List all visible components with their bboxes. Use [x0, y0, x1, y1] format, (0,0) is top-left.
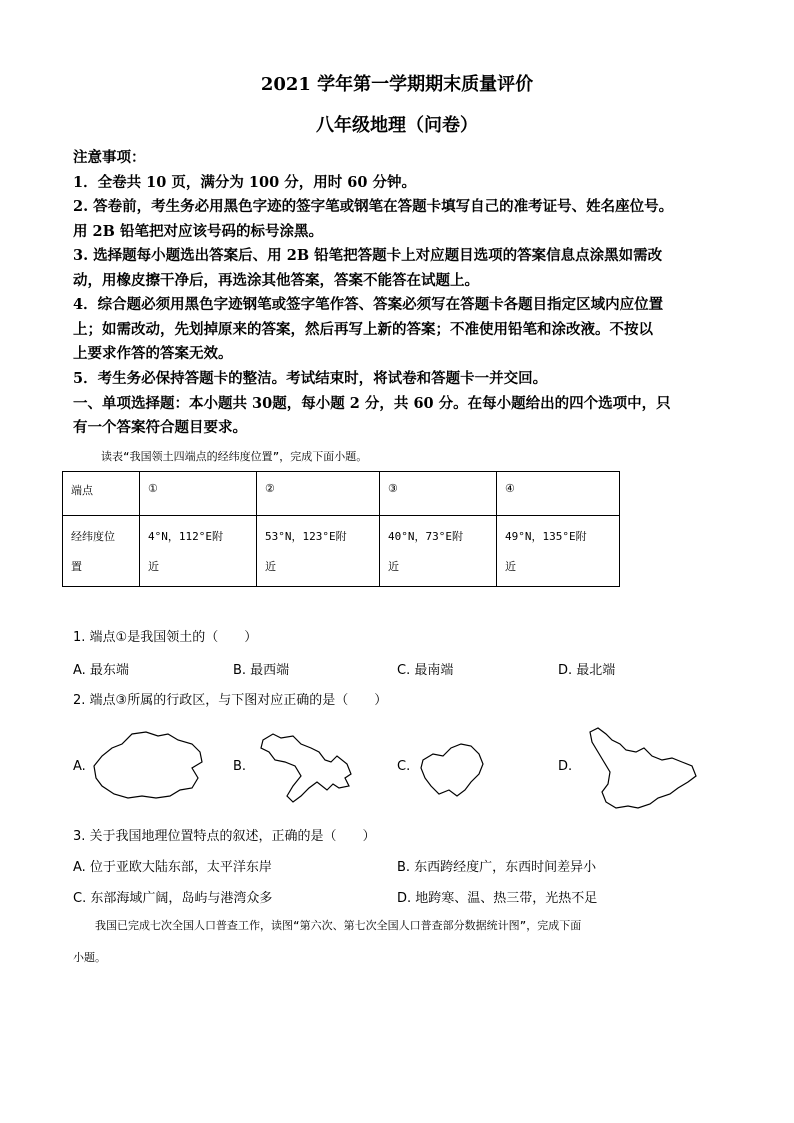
- table-cell: [257, 516, 380, 587]
- endpoints-table: [62, 471, 620, 587]
- cell-line: 置: [71, 560, 82, 573]
- cell-line: 近: [148, 560, 159, 573]
- table-cell: [140, 516, 257, 587]
- table-cell: [380, 516, 497, 587]
- cell-line: 近: [388, 560, 399, 573]
- notice-item: 2. 答卷前，考生务必用黑色字迹的签字笔或钢笔在答题卡填写自己的准考证号、姓名座位号。: [73, 198, 674, 215]
- table-row: [63, 472, 620, 516]
- notice-item: 1．全卷共 10 页，满分为 100 分，用时 60 分钟。: [73, 174, 416, 191]
- heilongjiang-map-icon[interactable]: [586, 722, 701, 814]
- q1-option-a[interactable]: A. 最东端: [73, 663, 129, 678]
- q3-option-c[interactable]: C. 东部海域广阔，岛屿与港湾众多: [73, 891, 273, 906]
- cell-line: 近: [265, 560, 276, 573]
- q1-option-b[interactable]: B. 最西端: [233, 663, 290, 678]
- q2-option-b[interactable]: B.: [233, 759, 247, 774]
- table-row-label: [63, 516, 140, 587]
- q3-option-d[interactable]: D. 地跨寒、温、热三带，光热不足: [397, 891, 598, 906]
- passage-line: 我国已完成七次全国人口普查工作，读图“第六次、第七次全国人口普查部分数据统计图”，完成下面: [73, 919, 582, 932]
- notice-item: 上要求作答的答案无效。: [73, 345, 233, 362]
- cell-line: 40°N，73°E附: [388, 530, 463, 543]
- cell-line: 49°N，135°E附: [505, 530, 587, 543]
- exam-subtitle: 八年级地理（问卷）: [316, 115, 478, 136]
- xinjiang-map-icon[interactable]: [88, 726, 208, 806]
- table-header-cell: 端点: [63, 472, 140, 516]
- notice-item: 5．考生务必保持答题卡的整洁。考试结束时，将试卷和答题卡一并交回。: [73, 370, 548, 387]
- q3-option-a[interactable]: A. 位于亚欧大陆东部，太平洋东岸: [73, 860, 272, 875]
- table-header-cell: ④: [497, 472, 620, 516]
- gansu-map-icon[interactable]: [255, 726, 360, 806]
- question-1: 1. 端点①是我国领土的（ ）: [73, 630, 258, 645]
- section-heading: 一、单项选择题：本小题共 30题，每小题 2 分，共 60 分。在每小题给出的四个选项中，只: [73, 395, 671, 412]
- exam-title: 2021 学年第一学期期末质量评价: [260, 74, 534, 95]
- liaoning-map-icon[interactable]: [417, 738, 492, 803]
- table-header-cell: ②: [257, 472, 380, 516]
- q2-option-c[interactable]: C.: [397, 759, 411, 774]
- q2-option-d[interactable]: D.: [558, 759, 573, 774]
- question-3: 3. 关于我国地理位置特点的叙述，正确的是（ ）: [73, 829, 376, 844]
- notice-item: 3. 选择题每小题选出答案后、用 2B 铅笔把答题卡上对应题目选项的答案信息点涂黑如需改: [73, 247, 663, 264]
- table-header-cell: ①: [140, 472, 257, 516]
- notice-item: 动，用橡皮擦干净后，再选涂其他答案，答案不能答在试题上。: [73, 272, 479, 289]
- q1-option-d[interactable]: D. 最北端: [558, 663, 616, 678]
- notice-item: 4．综合题必须用黑色字迹钢笔或签字笔作答、答案必须写在答题卡各题目指定区域内应位置: [73, 296, 664, 313]
- notice-item: 用 2B 铅笔把对应该号码的标号涂黑。: [73, 223, 323, 240]
- notice-item: 上；如需改动，先划掉原来的答案，然后再写上新的答案；不准使用铅笔和涂改液。不按以: [73, 321, 653, 338]
- q1-option-c[interactable]: C. 最南端: [397, 663, 454, 678]
- q3-option-b[interactable]: B. 东西跨经度广，东西时间差异小: [397, 860, 597, 875]
- section-heading-cont: 有一个答案符合题目要求。: [73, 419, 247, 436]
- cell-line: 4°N，112°E附: [148, 530, 223, 543]
- table-header-cell: ③: [380, 472, 497, 516]
- table-cell: [497, 516, 620, 587]
- notice-heading: 注意事项：: [73, 149, 146, 166]
- cell-line: 53°N，123°E附: [265, 530, 347, 543]
- table-intro: 读表“我国领土四端点的经纬度位置”，完成下面小题。: [101, 450, 368, 463]
- cell-line: 经纬度位: [71, 530, 115, 543]
- question-2: 2. 端点③所属的行政区，与下图对应正确的是（ ）: [73, 693, 388, 708]
- cell-line: 近: [505, 560, 516, 573]
- table-row: [63, 516, 620, 587]
- passage-line: 小题。: [73, 951, 106, 964]
- q2-option-a[interactable]: A.: [73, 759, 86, 774]
